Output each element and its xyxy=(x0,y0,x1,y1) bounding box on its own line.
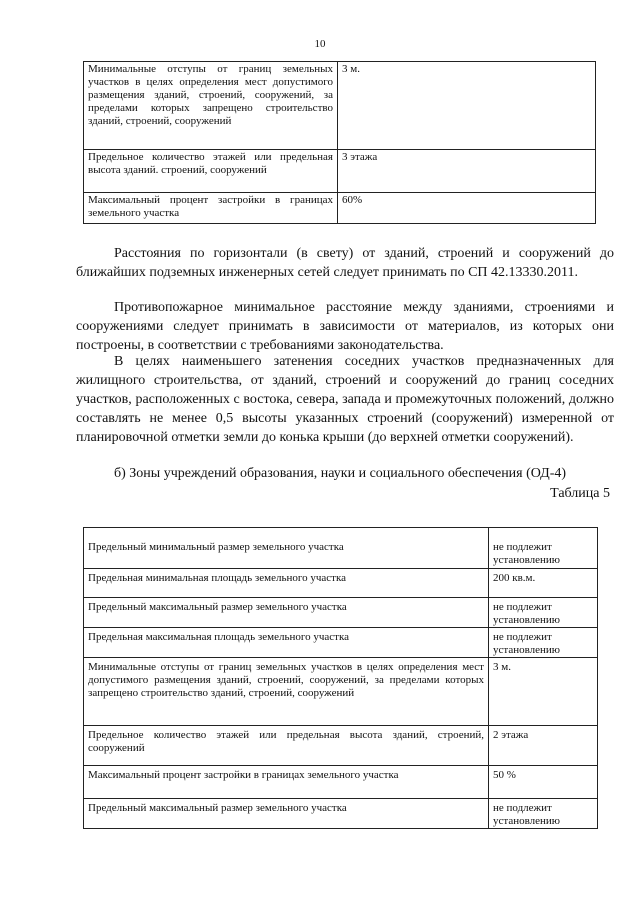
page-number: 10 xyxy=(314,38,326,50)
parameter-label: Предельное количество этажей или предельная высота зданий, строений, сооружений xyxy=(84,726,489,766)
parameter-value: не подлежит установлению xyxy=(489,628,598,658)
table-row xyxy=(84,726,598,766)
table-row xyxy=(84,628,598,658)
parameter-value: 3 м. xyxy=(489,658,598,726)
table-row xyxy=(84,569,598,598)
parameter-value: 50 % xyxy=(489,766,598,799)
table-row xyxy=(84,150,596,193)
parameter-label: Предельная максимальная площадь земельного участка xyxy=(84,628,489,658)
table-row xyxy=(84,528,598,569)
table-caption: Таблица 5 xyxy=(550,486,610,501)
zone-parameters-table-continued xyxy=(83,61,596,224)
parameter-label: Минимальные отступы от границ земельных участков в целях определения мест допустимого размещения зданий, строений, сооружений, за пределами которых запрещено строительство зданий, строений, сооружений xyxy=(84,658,489,726)
paragraph-shading: В целях наименьшего затенения соседних участков предназначенных для жилищного строительства, от зданий, строений и сооружений до границ соседних участков, расположенных с востока, севера, запада и промежуточных положений, должно составлять не менее 0,5 высоты указанных строений (сооружений) измеренной от планировочной отметки земли до конька крыши (до верхней отметки сооружений). xyxy=(76,354,614,445)
table-row xyxy=(84,658,598,726)
parameter-label: Максимальный процент застройки в границах земельного участка xyxy=(84,766,489,799)
paragraph-fire-distance: Противопожарное минимальное расстояние между зданиями, строениями и сооружениями следует принимать в зависимости от материалов, из которых они построены, в соответствии с требованиями законодательства. xyxy=(76,300,614,353)
table-row xyxy=(84,799,598,829)
zone-od4-parameters-table xyxy=(83,527,598,829)
parameter-value: 3 м. xyxy=(338,62,596,150)
parameter-label: Предельная минимальная площадь земельного участка xyxy=(84,569,489,598)
parameter-value: 2 этажа xyxy=(489,726,598,766)
table-row xyxy=(84,766,598,799)
parameter-value: не подлежит установлению xyxy=(489,598,598,628)
parameter-label: Максимальный процент застройки в границах земельного участка xyxy=(84,193,338,224)
table-row xyxy=(84,193,596,224)
table-row xyxy=(84,598,598,628)
parameter-label: Минимальные отступы от границ земельных участков в целях определения мест допустимого размещения зданий, строений, сооружений, за пределами которых запрещено строительство зданий, строений, сооружений xyxy=(84,62,338,150)
parameter-value: 60% xyxy=(338,193,596,224)
parameter-value: не подлежит установлению xyxy=(489,799,598,829)
parameter-label: Предельный максимальный размер земельного участка xyxy=(84,799,489,829)
table-row xyxy=(84,62,596,150)
parameter-label: Предельное количество этажей или предельная высота зданий. строений, сооружений xyxy=(84,150,338,193)
parameter-label: Предельный минимальный размер земельного участка xyxy=(84,528,489,569)
paragraph-underground-networks: Расстояния по горизонтали (в свету) от зданий, строений и сооружений до ближайших подземных инженерных сетей следует принимать по СП 42.13330.2011. xyxy=(76,246,614,280)
parameter-value: не подлежит установлению xyxy=(489,528,598,569)
parameter-value: 200 кв.м. xyxy=(489,569,598,598)
parameter-value: 3 этажа xyxy=(338,150,596,193)
zone-heading-od4: б) Зоны учреждений образования, науки и социального обеспечения (ОД-4) xyxy=(114,466,567,481)
parameter-label: Предельный максимальный размер земельного участка xyxy=(84,598,489,628)
